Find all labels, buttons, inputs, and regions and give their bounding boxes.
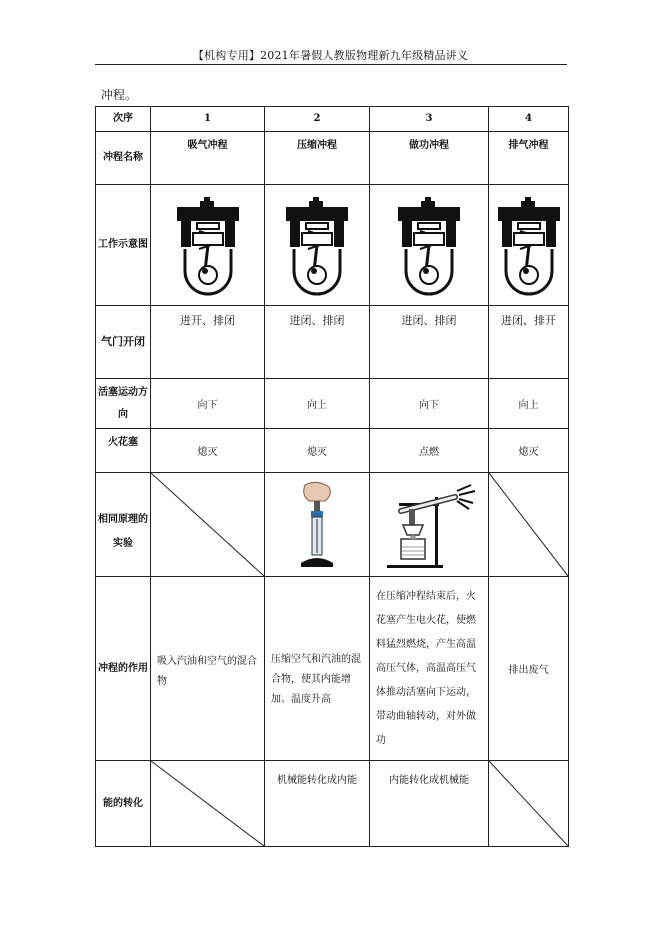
row-label-diagram: 工作示意图 <box>96 185 151 306</box>
fire-syringe-icon <box>265 479 369 571</box>
empty-cell <box>151 761 265 847</box>
spark-state: 点燃 <box>370 429 489 473</box>
valve-state: 进开、排闭 <box>151 306 265 379</box>
energy-conversion: 内能转化成机械能 <box>370 761 489 847</box>
row-label-energy: 能的转化 <box>96 761 151 847</box>
header-rule <box>95 64 567 65</box>
row-label-piston: 活塞运动方向 <box>96 379 151 429</box>
table-row <box>96 107 569 132</box>
diagonal-line <box>151 761 264 846</box>
piston-direction: 向上 <box>265 379 370 429</box>
diagonal-line <box>151 473 264 576</box>
empty-cell <box>151 473 265 577</box>
stroke-function: 在压缩冲程结束后，火花塞产生电火花，使燃料猛烈燃烧，产生高温高压气体，高温高压气体推动活塞向下运动，带动曲轴转动，对外做功 <box>370 577 489 761</box>
intro-text: 冲程。 <box>101 88 138 102</box>
stroke-name: 压缩冲程 <box>265 132 370 185</box>
stroke-name: 做功冲程 <box>370 132 489 185</box>
table-row <box>96 185 569 306</box>
table-row <box>96 306 569 379</box>
engine-diagram-icon <box>489 193 568 297</box>
page-header: 【机构专用】2021年暑假人教版物理新九年级精品讲义 <box>192 49 469 62</box>
stroke-function: 吸入汽油和空气的混合物 <box>151 577 265 761</box>
spark-state: 熄灭 <box>151 429 265 473</box>
table-row <box>96 379 569 429</box>
spark-state: 熄灭 <box>489 429 569 473</box>
row-label-stroke-name: 冲程名称 <box>96 132 151 185</box>
engine-strokes-table <box>95 106 569 847</box>
diagonal-line <box>489 761 568 846</box>
piston-direction: 向下 <box>370 379 489 429</box>
stroke-number: 2 <box>265 107 370 132</box>
row-label-spark: 火花塞 <box>96 429 151 473</box>
row-label-valves: 气门开闭 <box>96 306 151 379</box>
steam-tube-experiment-icon <box>370 481 488 569</box>
engine-diagram-cell <box>370 185 489 306</box>
engine-diagram-icon <box>151 193 264 297</box>
valve-state: 进闭、排闭 <box>370 306 489 379</box>
empty-cell <box>489 473 569 577</box>
col-header-label: 次序 <box>96 107 151 132</box>
stroke-function: 排出废气 <box>489 577 569 761</box>
table-row <box>96 577 569 761</box>
stroke-number: 4 <box>489 107 569 132</box>
piston-direction: 向上 <box>489 379 569 429</box>
empty-cell <box>489 761 569 847</box>
valve-state: 进闭、排开 <box>489 306 569 379</box>
table-row <box>96 761 569 847</box>
engine-diagram-cell <box>265 185 370 306</box>
table-row <box>96 132 569 185</box>
engine-diagram-cell <box>151 185 265 306</box>
valve-state: 进闭、排闭 <box>265 306 370 379</box>
engine-diagram-cell <box>489 185 569 306</box>
table-row <box>96 473 569 577</box>
stroke-name: 排气冲程 <box>489 132 569 185</box>
stroke-function: 压缩空气和汽油的混合物，使其内能增加、温度升高 <box>265 577 370 761</box>
experiment-cell <box>370 473 489 577</box>
stroke-number: 3 <box>370 107 489 132</box>
energy-conversion: 机械能转化成内能 <box>265 761 370 847</box>
engine-diagram-icon <box>265 193 369 297</box>
row-label-experiment: 相同原理的实验 <box>96 473 151 577</box>
spark-state: 熄灭 <box>265 429 370 473</box>
row-label-function: 冲程的作用 <box>96 577 151 761</box>
diagonal-line <box>489 473 568 576</box>
piston-direction: 向下 <box>151 379 265 429</box>
stroke-name: 吸气冲程 <box>151 132 265 185</box>
stroke-number: 1 <box>151 107 265 132</box>
experiment-cell <box>265 473 370 577</box>
engine-diagram-icon <box>370 193 488 297</box>
table-row <box>96 429 569 473</box>
